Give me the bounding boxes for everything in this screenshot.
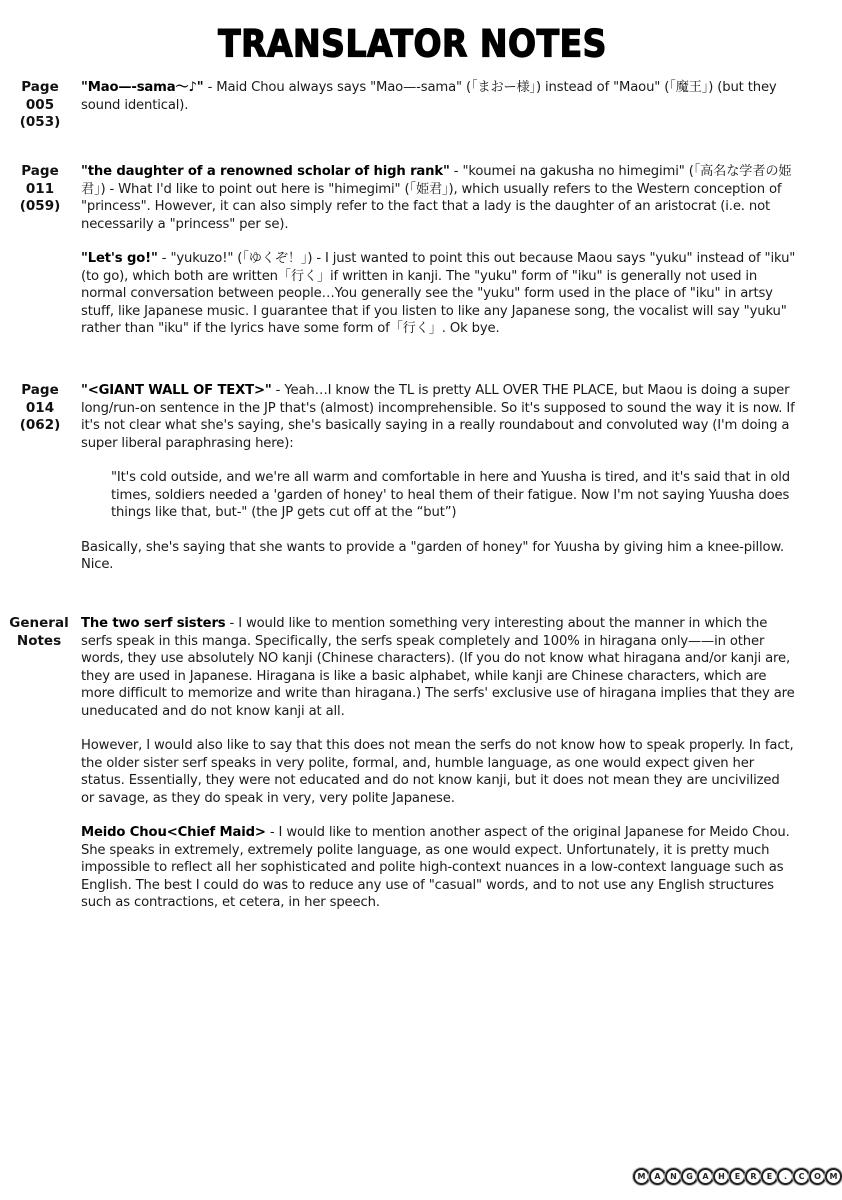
- watermark-letter: G: [681, 1168, 698, 1185]
- watermark-letter: E: [729, 1168, 746, 1185]
- note-quote: [111, 469, 796, 522]
- label-line: Page: [21, 382, 59, 398]
- note-paragraph: [81, 737, 796, 807]
- note-paragraph: [81, 250, 796, 338]
- watermark-letter: H: [713, 1168, 730, 1185]
- watermark-letter: R: [745, 1168, 762, 1185]
- note-label: [0, 615, 78, 650]
- watermark-letter: C: [793, 1168, 810, 1185]
- note-heading: The two serf sisters: [81, 616, 226, 631]
- page-title: TRANSLATOR NOTES: [218, 22, 607, 66]
- watermark-letter: E: [761, 1168, 778, 1185]
- label-line: (062): [19, 417, 61, 433]
- note-text: - I would like to mention something very interesting about the manner in which the serfs speak in this manga. Specifically, the serfs speak completely and 100% in hiragana only——in other words, they use absolutely NO kanji (Chinese characters). (If you do not know what hiragana and/or kanji are, they are used in Japanese. Hiragana is like a basic alphabet, while kanji are Chinese characters, which are more difficult to memorize and write than hiragana.) The serfs' exclusive use of hiragana implies that they are uneducated and do not know kanji at all.: [81, 616, 795, 719]
- note-text: - Yeah…I know the TL is pretty ALL OVER THE PLACE, but Maou is doing a super long/run-on sentence in the JP that's (almost) incomprehensible. So it's supposed to sound the way it is now. If it's not clear what she's saying, she's basically saying in a really roundabout and convoluted way (I'm doing a super liberal paraphrasing here):: [81, 383, 795, 451]
- label-line: 011: [25, 180, 55, 197]
- label-line: Page: [21, 79, 59, 95]
- note-paragraph: [81, 615, 796, 720]
- note-label: [0, 163, 80, 216]
- note-paragraph: [81, 539, 796, 574]
- label-line: (053): [19, 114, 61, 130]
- label-line: General: [9, 615, 69, 631]
- note-text: "It's cold outside, and we're all warm and comfortable in here and Yuusha is tired, and it's said that in old times, soldiers needed a 'garden of honey' to heal them of their fatigue. Now I'm not saying Yuusha does things like that, but-" (the JP gets cut off at the “but”): [111, 470, 790, 520]
- note-heading: "Mao—-sama～♪": [81, 80, 204, 95]
- note-label: [0, 382, 80, 435]
- note-body: [81, 382, 796, 591]
- note-body: [81, 163, 796, 355]
- watermark-letter: O: [809, 1168, 826, 1185]
- note-heading: "<GIANT WALL OF TEXT>": [81, 383, 272, 398]
- watermark-letter: A: [649, 1168, 666, 1185]
- note-heading: "Let's go!": [81, 251, 158, 266]
- label-line: 005: [25, 96, 55, 113]
- label-line: Notes: [16, 632, 62, 649]
- watermark-letter: A: [697, 1168, 714, 1185]
- note-text: However, I would also like to say that this does not mean the serfs do not know how to speak properly. In fact, the older sister serf speaks in very polite, formal, and, humble language, as one would expect given her status. Essentially, they were not educated and do not know kanji, but it does not mean they are uncivilized or savage, as they do speak in very, very polite Japanese.: [81, 738, 794, 806]
- note-paragraph: [81, 382, 796, 452]
- note-body: [81, 79, 796, 131]
- note-heading: "the daughter of a renowned scholar of high rank": [81, 164, 450, 179]
- note-paragraph: [81, 824, 796, 912]
- note-label: [0, 79, 80, 132]
- label-line: 014: [25, 399, 55, 416]
- label-line: (059): [19, 198, 61, 214]
- note-body: [81, 615, 796, 929]
- watermark-logo: [634, 1168, 842, 1185]
- note-paragraph: [81, 163, 796, 233]
- note-paragraph: [81, 79, 796, 114]
- note-text: - Maid Chou always says "Mao—-sama" (「まおー様」) instead of "Maou" (「魔王」) (but they sound identical).: [81, 80, 777, 113]
- watermark-letter: M: [825, 1168, 842, 1185]
- label-line: Page: [21, 163, 59, 179]
- watermark-letter: .: [777, 1168, 794, 1185]
- note-text: - "yukuzo!" (「ゆくぞ！」) - I just wanted to point this out because Maou says "yuku" instead of "iku" (to go), which both are written「行く」if written in kanji. The "yuku" form of "iku" is generally not used in normal conversation between people…You generally see the "yuku" form used in the place of "iku" in artsy stuff, like Japanese music. I guarantee that if you listen to like any Japanese song, the vocalist will say "yuku" rather than "iku" if the lyrics have some form of「行く」. Ok bye.: [81, 251, 796, 336]
- watermark-letter: M: [633, 1168, 650, 1185]
- note-text: - "koumei na gakusha no himegimi" (「高名な学者の姫君」) - What I'd like to point out here is "himegimi" (「姫君」), which usually refers to the Western conception of "princess". However, it can also simply refer to the fact that a lady is the daughter of an aristocrat (i.e. not necessarily a "princess" per se).: [81, 164, 792, 232]
- note-text: - I would like to mention another aspect of the original Japanese for Meido Chou. She speaks in extremely, extremely polite language, as one would expect. Unfortunately, it is pretty much impossible to reflect all her sophisticated and polite high-context nuances in a low-context language such as English. The best I could do was to reduce any use of "casual" words, and to not use any English structures such as contractions, et cetera, in her speech.: [81, 825, 790, 910]
- watermark-letter: N: [665, 1168, 682, 1185]
- note-heading: Meido Chou<Chief Maid>: [81, 825, 266, 840]
- note-text: Basically, she's saying that she wants to provide a "garden of honey" for Yuusha by giving him a knee-pillow. Nice.: [81, 539, 784, 572]
